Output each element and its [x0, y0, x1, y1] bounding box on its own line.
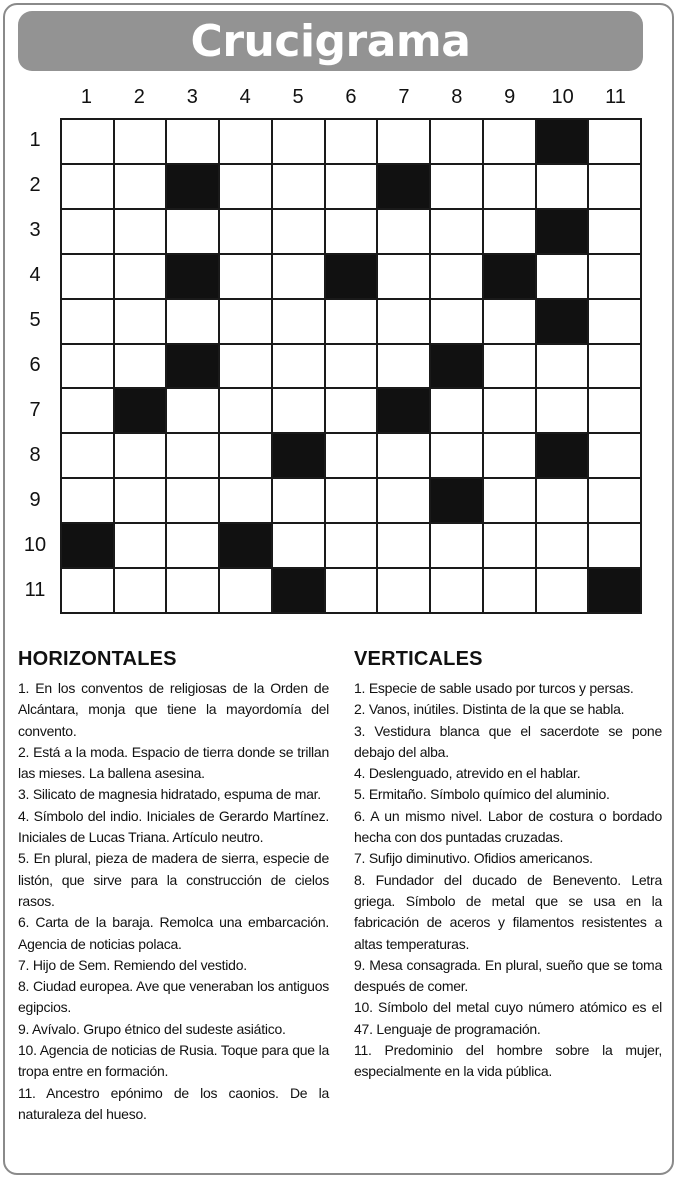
- grid-cell[interactable]: [167, 434, 218, 477]
- row-number: 2: [29, 173, 41, 196]
- clue-item: 8. Fundador del ducado de Benevento. Letra griega. Símbolo de metal que se usa en la fabricación de aceros y filamentos resistentes a altas temperaturas.: [354, 871, 662, 952]
- grid-cell[interactable]: [115, 165, 166, 208]
- column-number: 2: [133, 86, 145, 108]
- grid-cell[interactable]: [537, 389, 588, 432]
- black-cell: [537, 300, 588, 343]
- clue-item: 6. Carta de la baraja. Remolca una embarcación. Agencia de noticias polaca.: [18, 914, 329, 952]
- black-cell: [167, 345, 218, 388]
- grid-cell[interactable]: [378, 120, 429, 163]
- grid-cell[interactable]: [431, 165, 482, 208]
- grid-cell[interactable]: [431, 524, 482, 567]
- row-number: 10: [23, 534, 47, 557]
- grid-cell[interactable]: [220, 479, 271, 522]
- grid-cell[interactable]: [167, 300, 218, 343]
- grid-cell[interactable]: [167, 524, 218, 567]
- clue-item: 11. Ancestro epónimo de los caonios. De la naturaleza del hueso.: [18, 1084, 329, 1122]
- grid-cell[interactable]: [537, 569, 588, 612]
- grid-cell[interactable]: [484, 300, 535, 343]
- verticales-heading: VERTICALES: [354, 648, 483, 670]
- clue-item: 7. Sufijo diminutivo. Ofidios americanos.: [354, 850, 593, 867]
- grid-cell[interactable]: [431, 389, 482, 432]
- grid-cell[interactable]: [62, 569, 113, 612]
- grid-cell[interactable]: [273, 120, 324, 163]
- column-number: 6: [345, 86, 357, 108]
- grid-cell[interactable]: [115, 255, 166, 298]
- black-cell: [273, 569, 324, 612]
- grid-cell[interactable]: [378, 524, 429, 567]
- black-cell: [431, 479, 482, 522]
- grid-cell[interactable]: [484, 345, 535, 388]
- grid-cell[interactable]: [62, 434, 113, 477]
- page-title: Crucigrama: [190, 15, 471, 67]
- grid-cell[interactable]: [484, 120, 535, 163]
- black-cell: [537, 120, 588, 163]
- grid-cell[interactable]: [273, 524, 324, 567]
- row-number: 9: [29, 489, 41, 512]
- grid-cell[interactable]: [378, 479, 429, 522]
- verticales-section: [354, 648, 662, 1083]
- grid-cell[interactable]: [326, 120, 377, 163]
- column-number: 4: [239, 86, 251, 108]
- black-cell: [378, 389, 429, 432]
- horizontales-heading: HORIZONTALES: [18, 648, 177, 670]
- grid-cell[interactable]: [589, 345, 640, 388]
- grid-cell[interactable]: [431, 300, 482, 343]
- clue-item: 4. Símbolo del indio. Iniciales de Gerardo Martínez. Iniciales de Lucas Triana. Artículo neutro.: [18, 807, 329, 846]
- grid-cell[interactable]: [273, 300, 324, 343]
- grid-cell[interactable]: [484, 389, 535, 432]
- black-cell: [167, 165, 218, 208]
- grid-cell[interactable]: [62, 255, 113, 298]
- grid-cell[interactable]: [378, 345, 429, 388]
- grid-cell[interactable]: [537, 255, 588, 298]
- clue-item: 1. Especie de sable usado por turcos y persas.: [354, 680, 634, 696]
- grid-cell[interactable]: [167, 210, 218, 253]
- grid-cell[interactable]: [115, 524, 166, 567]
- clue-item: 2. Está a la moda. Espacio de tierra donde se trillan las mieses. La ballena asesina.: [18, 743, 329, 782]
- grid-cell[interactable]: [378, 300, 429, 343]
- grid-cell[interactable]: [326, 300, 377, 343]
- clue-item: 3. Vestidura blanca que el sacerdote se pone debajo del alba.: [354, 722, 662, 760]
- grid-cell[interactable]: [115, 569, 166, 612]
- clue-item: 8. Ciudad europea. Ave que veneraban los antiguos egipcios.: [18, 978, 329, 1016]
- grid-cell[interactable]: [589, 434, 640, 477]
- grid-cell[interactable]: [537, 165, 588, 208]
- grid-cell[interactable]: [326, 165, 377, 208]
- column-number: 10: [551, 86, 574, 108]
- grid-cell[interactable]: [484, 524, 535, 567]
- grid-cell[interactable]: [115, 210, 166, 253]
- black-cell: [484, 255, 535, 298]
- grid-cell[interactable]: [326, 569, 377, 612]
- grid-cell[interactable]: [326, 524, 377, 567]
- column-number: 11: [605, 86, 626, 108]
- row-number: 1: [29, 128, 41, 151]
- grid-cell[interactable]: [220, 389, 271, 432]
- clue-item: 7. Hijo de Sem. Remiendo del vestido.: [18, 956, 247, 973]
- grid-cell[interactable]: [167, 569, 218, 612]
- grid-cell[interactable]: [273, 389, 324, 432]
- clue-item: 6. A un mismo nivel. Labor de costura o bordado hecha con dos puntadas cruzadas.: [354, 807, 662, 846]
- row-number: 5: [29, 308, 41, 331]
- grid-cell[interactable]: [484, 165, 535, 208]
- black-cell: [589, 569, 640, 612]
- clue-item: 11. Predominio del hombre sobre la mujer, especialmente en la vida pública.: [354, 1042, 662, 1080]
- grid-cell[interactable]: [589, 165, 640, 208]
- grid-cell[interactable]: [589, 210, 640, 253]
- grid-cell[interactable]: [220, 434, 271, 477]
- black-cell: [115, 389, 166, 432]
- grid-cell[interactable]: [115, 434, 166, 477]
- grid-cell[interactable]: [537, 524, 588, 567]
- grid-cell[interactable]: [220, 569, 271, 612]
- title-bar: [18, 11, 643, 71]
- grid-cell[interactable]: [273, 345, 324, 388]
- clue-item: 5. Ermitaño. Símbolo químico del aluminio.: [354, 786, 610, 803]
- grid-cell[interactable]: [378, 569, 429, 612]
- grid-cell[interactable]: [431, 120, 482, 163]
- row-number: 8: [29, 444, 41, 467]
- black-cell: [220, 524, 271, 567]
- grid-cell[interactable]: [273, 255, 324, 298]
- column-number: 9: [504, 86, 516, 108]
- row-number: 6: [29, 354, 41, 376]
- grid-cell[interactable]: [115, 479, 166, 522]
- horizontales-list: [18, 678, 329, 1125]
- grid-cell[interactable]: [589, 524, 640, 567]
- grid-cell[interactable]: [378, 210, 429, 253]
- column-number: 1: [80, 86, 93, 108]
- column-number: 5: [292, 86, 304, 108]
- grid-cell[interactable]: [115, 345, 166, 388]
- grid-cell[interactable]: [378, 434, 429, 477]
- black-cell: [326, 255, 377, 298]
- row-number: 3: [29, 218, 41, 241]
- grid-cell[interactable]: [220, 255, 271, 298]
- grid-cell[interactable]: [167, 479, 218, 522]
- grid-cell[interactable]: [589, 479, 640, 522]
- black-cell: [537, 210, 588, 253]
- grid-cell[interactable]: [589, 300, 640, 343]
- clue-item: 5. En plural, pieza de madera de sierra, especie de listón, que sirve para la construcción de cielos rasos.: [18, 850, 329, 909]
- clue-item: 10. Símbolo del metal cuyo número atómico es el 47. Lenguaje de programación.: [354, 999, 662, 1037]
- grid-cell[interactable]: [589, 255, 640, 298]
- grid-cell[interactable]: [167, 389, 218, 432]
- grid-cell[interactable]: [589, 120, 640, 163]
- grid-cell[interactable]: [167, 120, 218, 163]
- grid-cell[interactable]: [537, 479, 588, 522]
- grid-cell[interactable]: [484, 569, 535, 612]
- row-number: 4: [29, 263, 41, 286]
- grid-cell[interactable]: [62, 345, 113, 388]
- grid-cell[interactable]: [589, 389, 640, 432]
- row-number: 11: [24, 579, 46, 602]
- grid-cell[interactable]: [431, 569, 482, 612]
- column-number: 7: [398, 86, 410, 108]
- grid-cell[interactable]: [273, 165, 324, 208]
- grid-cell[interactable]: [273, 479, 324, 522]
- grid-cell[interactable]: [326, 389, 377, 432]
- black-cell: [378, 165, 429, 208]
- grid-cell[interactable]: [62, 300, 113, 343]
- clue-item: 3. Silicato de magnesia hidratado, espuma de mar.: [18, 786, 321, 803]
- grid-cell[interactable]: [484, 210, 535, 253]
- grid-cell[interactable]: [220, 120, 271, 163]
- clue-item: 1. En los conventos de religiosas de la Orden de Alcántara, monja que tiene la mayordomía del convento.: [18, 680, 329, 739]
- grid-cell[interactable]: [220, 345, 271, 388]
- clue-item: 9. Mesa consagrada. En plural, sueño que se toma después de comer.: [354, 956, 662, 995]
- grid-cell[interactable]: [220, 165, 271, 208]
- grid-cell[interactable]: [537, 345, 588, 388]
- grid-cell[interactable]: [62, 120, 113, 163]
- column-number: 8: [451, 86, 463, 108]
- grid-cell[interactable]: [378, 255, 429, 298]
- crossword-grid: [60, 118, 642, 614]
- grid-cell[interactable]: [326, 479, 377, 522]
- grid-cell[interactable]: [431, 434, 482, 477]
- grid-cell[interactable]: [62, 165, 113, 208]
- clue-item: 10. Agencia de noticias de Rusia. Toque para que la tropa entre en formación.: [18, 1042, 329, 1080]
- grid-cell[interactable]: [484, 479, 535, 522]
- grid-cell[interactable]: [431, 255, 482, 298]
- grid-cell[interactable]: [115, 300, 166, 343]
- verticales-list: [354, 678, 662, 1083]
- black-cell: [62, 524, 113, 567]
- clue-item: 2. Vanos, inútiles. Distinta de la que se habla.: [354, 701, 625, 718]
- grid-cell[interactable]: [326, 345, 377, 388]
- black-cell: [273, 434, 324, 477]
- column-number: 3: [186, 86, 198, 108]
- grid-cell[interactable]: [115, 120, 166, 163]
- grid-cell[interactable]: [326, 210, 377, 253]
- grid-cell[interactable]: [62, 479, 113, 522]
- black-cell: [167, 255, 218, 298]
- grid-cell[interactable]: [273, 210, 324, 253]
- grid-cell[interactable]: [220, 300, 271, 343]
- clue-item: 4. Deslenguado, atrevido en el hablar.: [354, 765, 581, 782]
- horizontales-section: [18, 648, 329, 1125]
- row-number: 7: [29, 399, 41, 422]
- grid-cell[interactable]: [62, 389, 113, 432]
- black-cell: [431, 345, 482, 388]
- grid-cell[interactable]: [62, 210, 113, 253]
- grid-cell[interactable]: [431, 210, 482, 253]
- black-cell: [537, 434, 588, 477]
- grid-cell[interactable]: [484, 434, 535, 477]
- grid-cell[interactable]: [220, 210, 271, 253]
- clue-item: 9. Avívalo. Grupo étnico del sudeste asiático.: [18, 1020, 286, 1037]
- grid-cell[interactable]: [326, 434, 377, 477]
